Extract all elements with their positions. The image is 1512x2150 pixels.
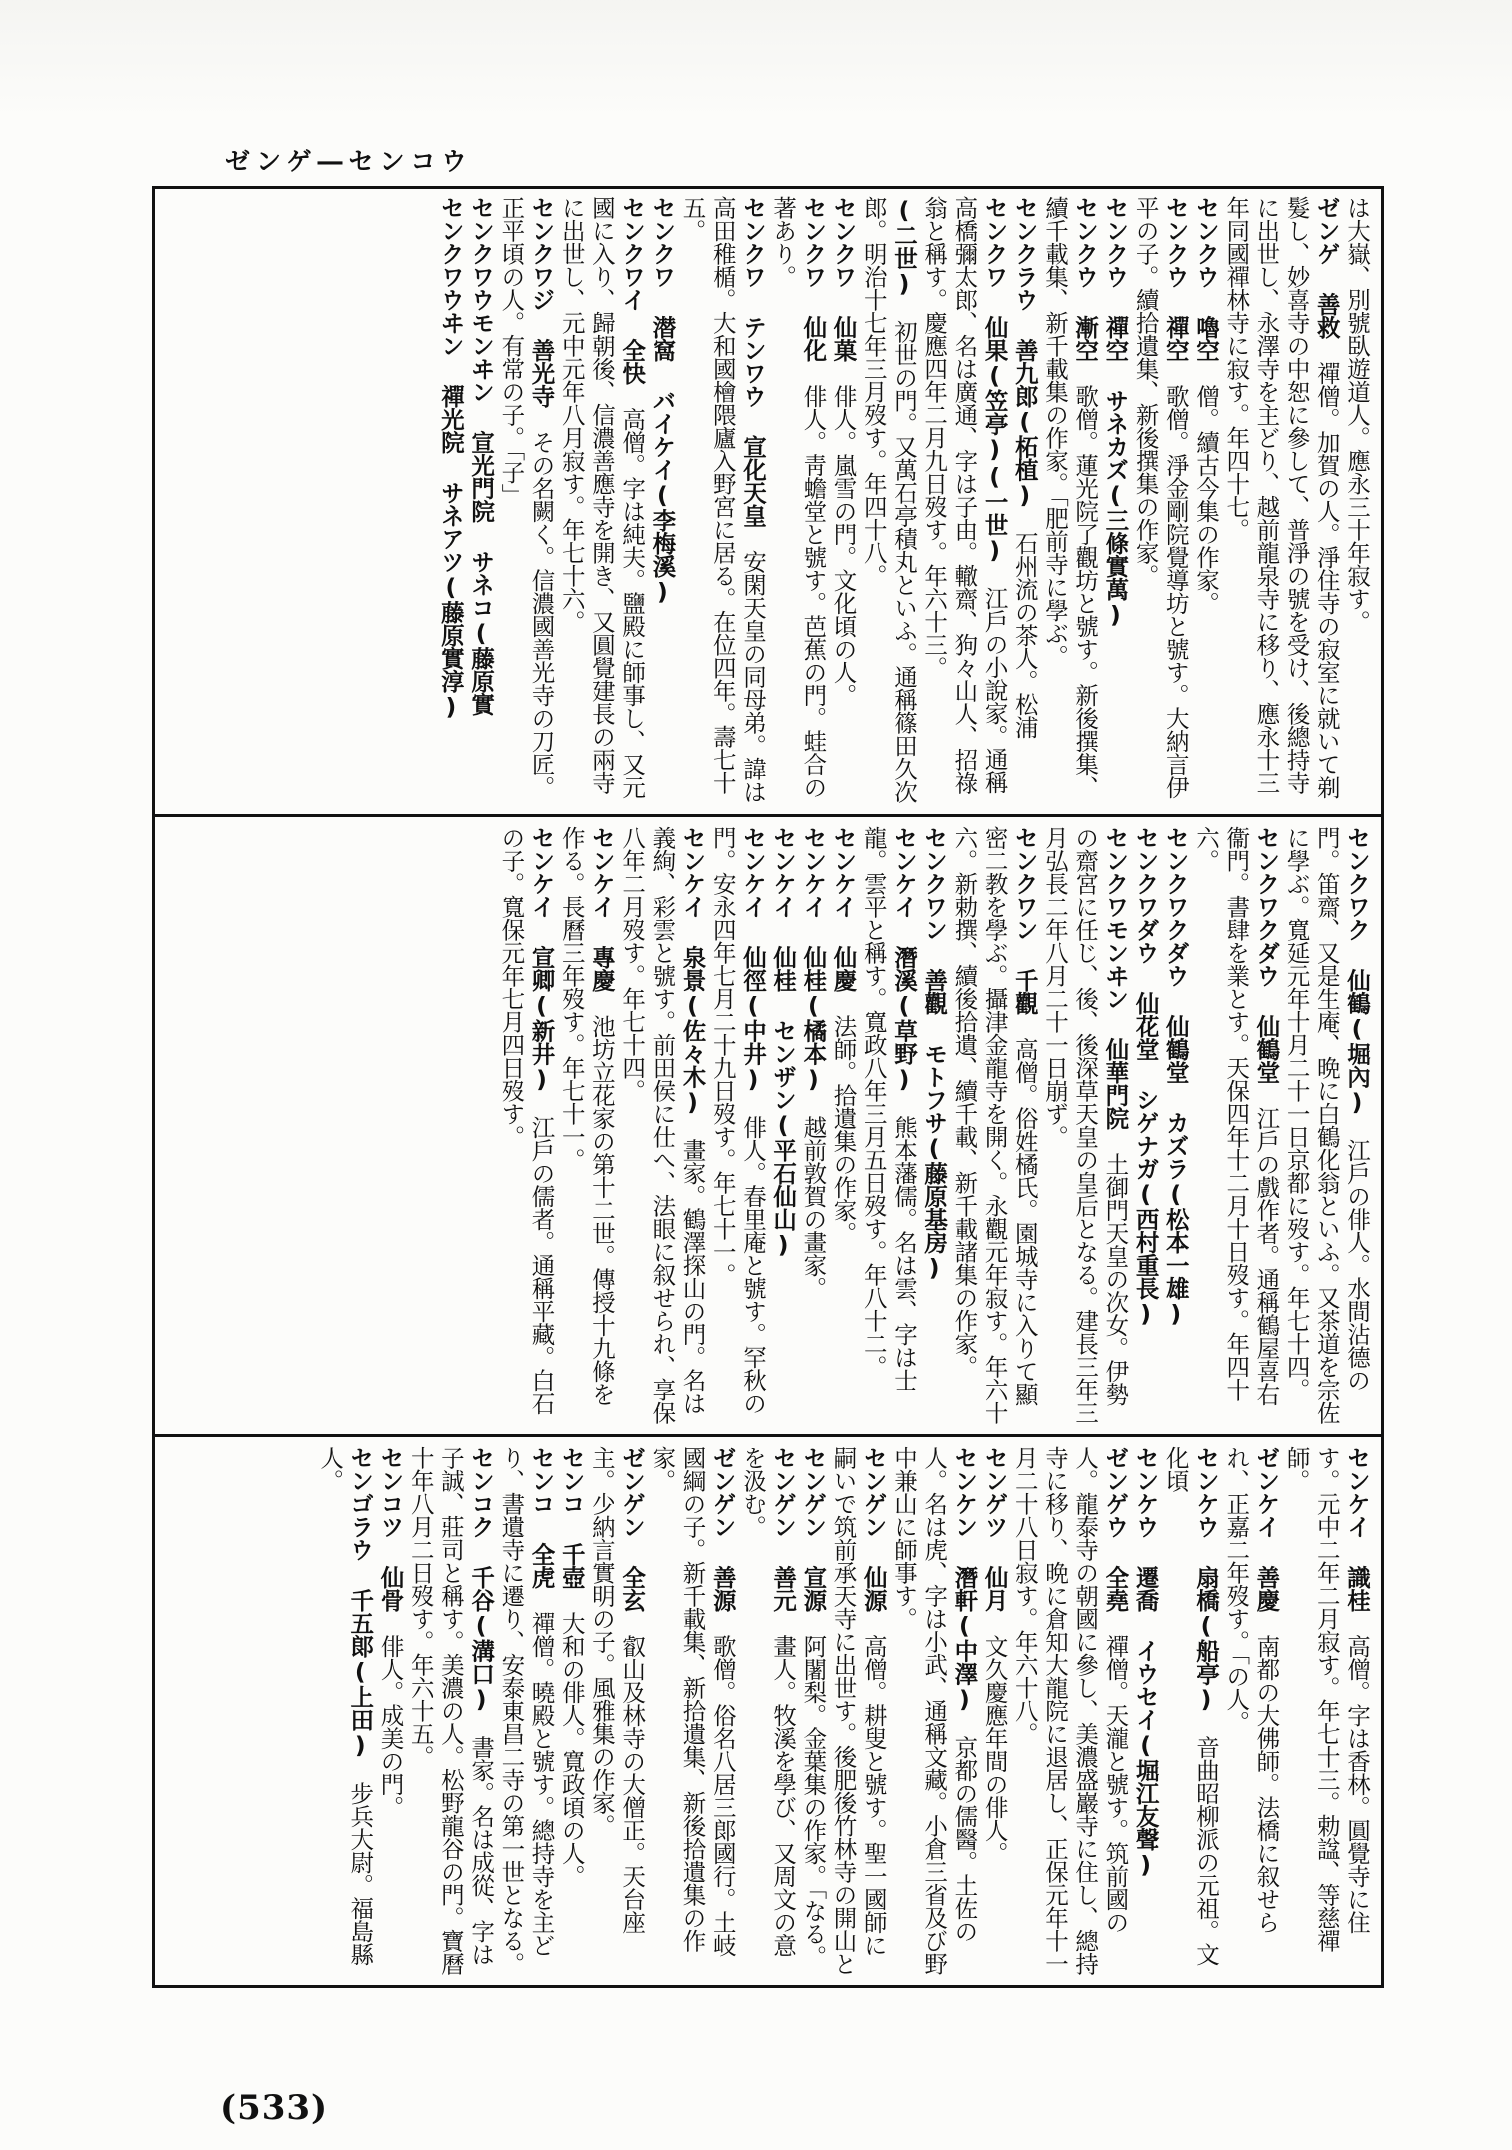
dictionary-entry xyxy=(496,826,556,1424)
entry-gap xyxy=(830,362,858,385)
dictionary-entry xyxy=(1130,1446,1160,1978)
entry-text: 高僧。俗姓橘氏。園城寺に入りて顯密二教を學ぶ。攝津金龍寺を開く。永觀元年寂す。年六十六。新勅撰、續後拾遺、續千載、新千載諸集の作家。 xyxy=(950,826,1039,1424)
band-separator-2 xyxy=(152,1434,1384,1437)
entry-text: 江戶の小說家。通稱高橋彌太郎、名は廣通、字は子由。轍齋、狗々山人、招祿翁と稱す。慶應四年二月九日歿す。年六十三。 xyxy=(920,196,1009,794)
dictionary-entry xyxy=(315,1446,375,1978)
entry-text: 音曲昭柳派の元祖。文化頃 xyxy=(1161,1446,1220,1966)
scan-shading xyxy=(0,0,1512,120)
dictionary-entry xyxy=(798,1446,828,1978)
entry-gap xyxy=(769,1258,797,1281)
entry-gap xyxy=(648,605,676,628)
entry-headword: センコ 千壺 xyxy=(557,1446,586,1589)
entry-text: 土御門天皇の次女。伊勢の齋宮に任じ、後、後深草天皇の皇后となる。建長三年三月弘長二年八月二十一日崩ず。 xyxy=(1040,826,1130,1424)
entry-gap xyxy=(1011,1015,1039,1038)
entry-gap xyxy=(799,1612,827,1635)
entry-headword: センケイ 仙徑(中井) xyxy=(738,826,767,1093)
entry-headword: センクラウ 善九郎(柘植) xyxy=(1010,196,1039,509)
entry-headword: センケイ 專慶 xyxy=(587,826,616,992)
dictionary-entry xyxy=(1040,826,1131,1424)
dictionary-entry xyxy=(406,1446,497,1978)
entry-text: 畫家。鶴澤探山の門。名は義絢、彩雲と號す。前田侯に仕へ、法眼に叙せられ、享保八年二月歿す。年七十四。 xyxy=(618,826,707,1424)
entry-headword: センクウ 嚕空 xyxy=(1191,196,1220,362)
entry-gap xyxy=(830,992,858,1015)
entry-headword: センクワク 仙鶴(堀內) xyxy=(1343,826,1371,1116)
entry-gap xyxy=(920,1281,948,1304)
dictionary-entry xyxy=(859,826,919,1424)
dictionary-entry xyxy=(587,1446,647,1978)
entry-headword: センクワ テンワウ 宣化天皇 xyxy=(738,196,767,527)
entry-text: 熊本藩儒。名は雲、字は士龍。雲平と稱す。寬政八年三月五日歿す。年八十二。 xyxy=(859,826,918,1392)
dictionary-entry xyxy=(979,1446,1009,1978)
entry-headword: センクワクダウ 仙鶴堂 カズラ(松本一雄) xyxy=(1161,826,1190,1327)
entry-gap xyxy=(739,527,767,550)
entry-text: 禪僧。加賀の人。淨住寺の寂室に就いて剃髮し、妙喜寺の中恕に參して、普淨の號を受け、後總持寺に出世し、永澤寺を主どり、越前龍泉寺に移り、應永十三年同國禪林寺に寂す。年四十七。 xyxy=(1222,196,1341,799)
entry-text: 畫人。牧溪を學び、又周文の意を汲む。 xyxy=(738,1446,798,1957)
entry-headword: センケイ 仙慶 xyxy=(829,826,858,992)
entry-headword: センケイ 泉景(佐々木) xyxy=(678,826,707,1116)
entry-text: 南都の大佛師。法橋に叙せられ、正嘉二年歿す。「の人。 xyxy=(1222,1446,1281,1934)
entry-gap xyxy=(618,1612,646,1635)
entry-gap xyxy=(1101,628,1129,651)
band-separator-1 xyxy=(152,814,1384,817)
entry-gap xyxy=(558,1589,586,1612)
entry-gap xyxy=(346,1759,374,1782)
entry-band-top xyxy=(166,196,1372,804)
entry-gap xyxy=(709,1612,737,1635)
entry-headword: センクワジ 善光寺 xyxy=(527,196,556,408)
entry-headword: センクワクダウ 仙鶴堂 xyxy=(1252,826,1281,1084)
entry-headword: ゼンケイ 善慶 xyxy=(1252,1446,1281,1612)
entry-headword: ゼンゲウ 全堯 xyxy=(1101,1446,1130,1612)
entry-band-middle xyxy=(166,826,1372,1424)
entry-gap xyxy=(799,1093,827,1116)
entry-gap xyxy=(437,720,465,743)
entry-gap xyxy=(799,362,827,385)
entry-gap xyxy=(890,297,918,320)
dictionary-entry xyxy=(919,826,949,1424)
entry-headword: (二世) xyxy=(889,196,918,297)
dictionary-entry xyxy=(436,196,466,804)
running-header: ゼンゲ―センコウ xyxy=(225,147,473,176)
entry-gap xyxy=(467,716,495,739)
entry-text: 高僧。字は純夫。鹽殿に師事し、又元國に入り、歸朝後、信濃善應寺を開き、又圓覺建長の兩寺に出世し、元中元年八月寂す。年七十六。 xyxy=(557,196,647,799)
entry-headword: センケウ 扇橋(船亭) xyxy=(1191,1446,1220,1713)
dictionary-entry xyxy=(647,196,677,804)
entry-gap xyxy=(890,1093,918,1116)
dictionary-entry xyxy=(768,826,798,1424)
entry-gap xyxy=(1011,509,1039,532)
entry-headword: センゲン 善元 xyxy=(769,1446,798,1612)
entry-text: 歌僧。淨金剛院覺導坊と號す。大納言伊平の子。續拾遺集、新後撰集の作家。 xyxy=(1131,196,1190,799)
entry-text: 池坊立花家の第十二世。傳授十九條を作る。長曆三年歿す。年七十一。 xyxy=(557,826,616,1406)
entry-text: 禪僧。曉殿と號す。總持寺を主どり、書遺寺に遷り、安泰東昌二寺の第一世となる。 xyxy=(497,1446,556,1975)
dictionary-entry xyxy=(557,826,617,1424)
entry-headword: センクワ 仙菓 xyxy=(829,196,858,362)
dictionary-entry xyxy=(949,826,1040,1424)
entry-headword: センコク 千谷(溝口) xyxy=(467,1446,496,1713)
entry-gap xyxy=(588,992,616,1015)
entry-headword: センケウ 遷喬 イウセイ(堀江友聲) xyxy=(1131,1446,1160,1878)
entry-gap xyxy=(528,408,556,431)
entry-headword: センクワダウ 仙花堂 シゲナガ(西村重長) xyxy=(1131,826,1160,1327)
dictionary-entry xyxy=(828,1446,888,1978)
entry-text: 江戶の儒者。通稱平藏。白石の子。寬保元年七月四日歿す。 xyxy=(497,826,556,1415)
entry-gap xyxy=(1101,1130,1129,1153)
dictionary-entry xyxy=(1040,196,1100,804)
dictionary-entry xyxy=(1100,196,1130,804)
entry-gap xyxy=(860,1612,888,1635)
entry-headword: センゲン 宣源 xyxy=(799,1446,828,1612)
entry-gap xyxy=(1192,1713,1220,1736)
dictionary-entry xyxy=(1191,826,1282,1424)
entry-headword: センゲン 仙源 xyxy=(859,1446,888,1612)
entry-text: 書家。名は成從、字は子誠、莊司と稱す。美濃の人。松野龍谷の門。寶曆十年八月二日歿す。年六十五。 xyxy=(406,1446,496,1975)
entry-gap xyxy=(739,1093,767,1116)
entry-gap xyxy=(528,1093,556,1116)
entry-text: は大嶽、別號臥遊道人。應永三十年寂す。 xyxy=(1343,196,1371,633)
entry-headword: ゼンゲン 全玄 xyxy=(618,1446,647,1612)
dictionary-entry xyxy=(617,826,708,1424)
entry-gap xyxy=(377,1612,405,1635)
entry-gap xyxy=(1343,1612,1371,1635)
entry-gap xyxy=(769,1612,797,1635)
entry-headword: センクワン 善觀 モトフサ(藤原基房) xyxy=(920,826,949,1281)
entry-text: 俳人。春里庵と號す。罕秋の門。安永四年七月二十九日歿す。年七十一。 xyxy=(708,826,767,1415)
dictionary-entry xyxy=(919,196,1010,804)
entry-text: 步兵大尉。福島縣人。 xyxy=(316,1446,375,1966)
entry-text: 初世の門。又萬石亭積丸といふ。通稱篠田久次郎。明治十七年三月歿す。年四十八。 xyxy=(859,196,918,803)
entry-text: 歌僧。俗名八居三郞國行。土岐國綱の子。新千載集、新拾遺集、新後拾遺集の作家。 xyxy=(648,1446,737,1957)
entry-text: 京都の儒醫。土佐の人。名は虎、字は小武、通稱文藏。小倉三省及び野中兼山に師事す。 xyxy=(889,1446,979,1975)
entry-text: 俳人。成美の門。 xyxy=(376,1634,405,1819)
dictionary-entry xyxy=(738,1446,798,1978)
entry-text: 僧。續古今集の作家。 xyxy=(1191,384,1220,615)
entry-text: 江戶の戲作者。通稱鶴屋喜右衞門。書肆を業とす。天保四年十二月十日歿す。年四十六。 xyxy=(1191,826,1281,1406)
entry-gap xyxy=(1132,1878,1160,1901)
dictionary-entry xyxy=(1281,826,1372,1424)
entry-gap xyxy=(1252,1612,1280,1635)
entry-gap xyxy=(981,1612,1009,1635)
dictionary-entry xyxy=(859,196,919,804)
dictionary-entry xyxy=(708,826,768,1424)
entry-headword: センクウ 漸空 xyxy=(1071,196,1100,362)
entry-text: その名闕く。信濃國善光寺の刀匠。正平頃の人。有常の子。「子」 xyxy=(497,196,556,799)
entry-headword: センクワモンヰン 仙華門院 xyxy=(1101,826,1130,1130)
entry-gap xyxy=(1343,1116,1371,1139)
dictionary-entry xyxy=(647,1446,738,1978)
entry-headword: センコ 全虎 xyxy=(527,1446,556,1589)
entry-gap xyxy=(1252,1084,1280,1107)
entry-gap xyxy=(1101,1612,1129,1635)
dictionary-entry xyxy=(557,1446,587,1978)
entry-text: 法師。拾遺集の作家。 xyxy=(829,1014,858,1245)
dictionary-entry xyxy=(496,196,556,804)
entry-text: 阿闍梨。金葉集の作家。「なる。 xyxy=(799,1634,828,1968)
dictionary-entry xyxy=(1221,196,1342,804)
dictionary-entry xyxy=(1130,196,1190,804)
entry-text: 石州流の茶人。松浦 xyxy=(1010,531,1039,739)
entry-gap xyxy=(1071,362,1099,385)
entry-headword: センコツ 仙骨 xyxy=(376,1446,405,1612)
dictionary-entry xyxy=(557,196,648,804)
entry-headword: センクワ 仙化 xyxy=(799,196,828,362)
entry-headword: ゼンゲン 善源 xyxy=(708,1446,737,1612)
dictionary-entry xyxy=(1130,826,1160,1424)
entry-gap xyxy=(1162,1327,1190,1350)
dictionary-entry xyxy=(1281,1446,1372,1978)
entry-headword: センケイ 潛溪(草野) xyxy=(889,826,918,1093)
dictionary-entry xyxy=(1010,196,1040,804)
entry-headword: センクウ 禪空 xyxy=(1161,196,1190,362)
dictionary-entry xyxy=(1161,826,1191,1424)
entry-text: 文久慶應年間の俳人。 xyxy=(980,1634,1009,1865)
entry-text: 俳人。嵐雪の門。文化頃の人。 xyxy=(829,384,858,707)
dictionary-entry xyxy=(768,196,828,804)
entry-headword: センゴラウ 千五郞(上田) xyxy=(346,1446,375,1759)
entry-headword: センクワ 潜窩 バイケイ(李梅溪) xyxy=(648,196,677,605)
dictionary-entry xyxy=(1191,196,1221,804)
dictionary-entry xyxy=(798,826,828,1424)
dictionary-entry xyxy=(677,196,768,804)
dictionary-entry xyxy=(828,826,858,1424)
dictionary-entry xyxy=(466,196,496,804)
dictionary-entry xyxy=(1010,1446,1131,1978)
entry-headword: センクワイ 全快 xyxy=(618,196,647,385)
entry-gap xyxy=(981,564,1009,587)
entry-headword: センケイ 仙桂(橘本) xyxy=(799,826,828,1093)
entry-gap xyxy=(1313,339,1341,362)
entry-text: 越前敦賀の畫家。 xyxy=(799,1115,828,1300)
dictionary-entry xyxy=(889,1446,980,1978)
entry-text: 江戶の俳人。水間沾德の門。笛齋、又是生庵、晩に白鶴化翁といふ。又茶道を宗佐に學ぶ。寬延元年十月二十一日京都に歿す。年七十四。 xyxy=(1282,826,1371,1424)
entry-gap xyxy=(528,1589,556,1612)
entry-gap xyxy=(950,1713,978,1736)
entry-headword: センクワン 千觀 xyxy=(1010,826,1039,1015)
entry-text: 俳人。靑蟾堂と號す。芭蕉の門。蛙合の著あり。 xyxy=(769,196,828,799)
entry-text: 安閑天皇の同母弟。諱は高田稚楯。大和國檜隈廬入野宮に居る。在位四年。壽七十五。 xyxy=(678,196,767,803)
entry-text: 大和の俳人。寬政頃の人。 xyxy=(557,1611,586,1888)
entry-headword: センケイ 宣卿(新井) xyxy=(527,826,556,1093)
entry-gap xyxy=(618,385,646,408)
entry-headword: センクワウヰン 禪光院 サネアツ(藤原實淳) xyxy=(436,196,465,720)
entry-gap xyxy=(1192,362,1220,385)
entry-headword: センケン 潛軒(中澤) xyxy=(950,1446,979,1713)
entry-headword: センゲツ 仙月 xyxy=(980,1446,1009,1612)
entry-headword: センケイ 識桂 xyxy=(1343,1446,1371,1612)
entry-gap xyxy=(467,1713,495,1736)
entry-band-bottom xyxy=(166,1446,1372,1978)
entry-headword: センクウ 禪空 サネカズ(三條實萬) xyxy=(1101,196,1130,628)
entry-text: 高僧。字は香林。圓覺寺に住す。元中二年二月寂す。年七十三。勅諡、等慈禪師。 xyxy=(1282,1446,1371,1952)
entry-gap xyxy=(1132,1327,1160,1350)
entry-headword: ゼンゲ 善救 xyxy=(1312,196,1341,339)
entry-text: 禪僧。天瀧と號す。筑前國の人。龍泰寺の朝國に參し、美濃盛巖寺に住し、總持寺に移り、晩に倉知大龍院に退居し、正保元年十一月二十八日寂す。年六十八。 xyxy=(1010,1446,1130,1975)
entry-headword: センケイ 仙桂 センザン(平石仙山) xyxy=(769,826,798,1258)
entry-text: 叡山及林寺の大僧正。天台座主。少納言實明の子。風雅集の作家。 xyxy=(587,1446,647,1934)
entry-headword: センクワウモンヰン 宣光門院 サネコ(藤原實 xyxy=(467,196,496,716)
entry-gap xyxy=(679,1116,707,1139)
entry-text: 高僧。耕叟と號す。聖一國師に嗣いで筑前承天寺に出世す。後肥後竹林寺の開山と xyxy=(829,1446,888,1975)
dictionary-entry xyxy=(1342,196,1372,804)
entry-gap xyxy=(1162,362,1190,385)
entry-text: 歌僧。蓮光院了觀坊と號す。新後撰集、續千載集、新千載集の作家。「肥前寺に學ぶ。 xyxy=(1040,196,1100,799)
entry-headword: センクワ 仙果(笠亭)(一世) xyxy=(980,196,1009,564)
dictionary-entry xyxy=(1161,1446,1221,1978)
dictionary-entry xyxy=(1221,1446,1281,1978)
page-number: (533) xyxy=(220,2088,329,2128)
dictionary-entry xyxy=(828,196,858,804)
dictionary-entry xyxy=(496,1446,556,1978)
dictionary-entry xyxy=(375,1446,405,1978)
